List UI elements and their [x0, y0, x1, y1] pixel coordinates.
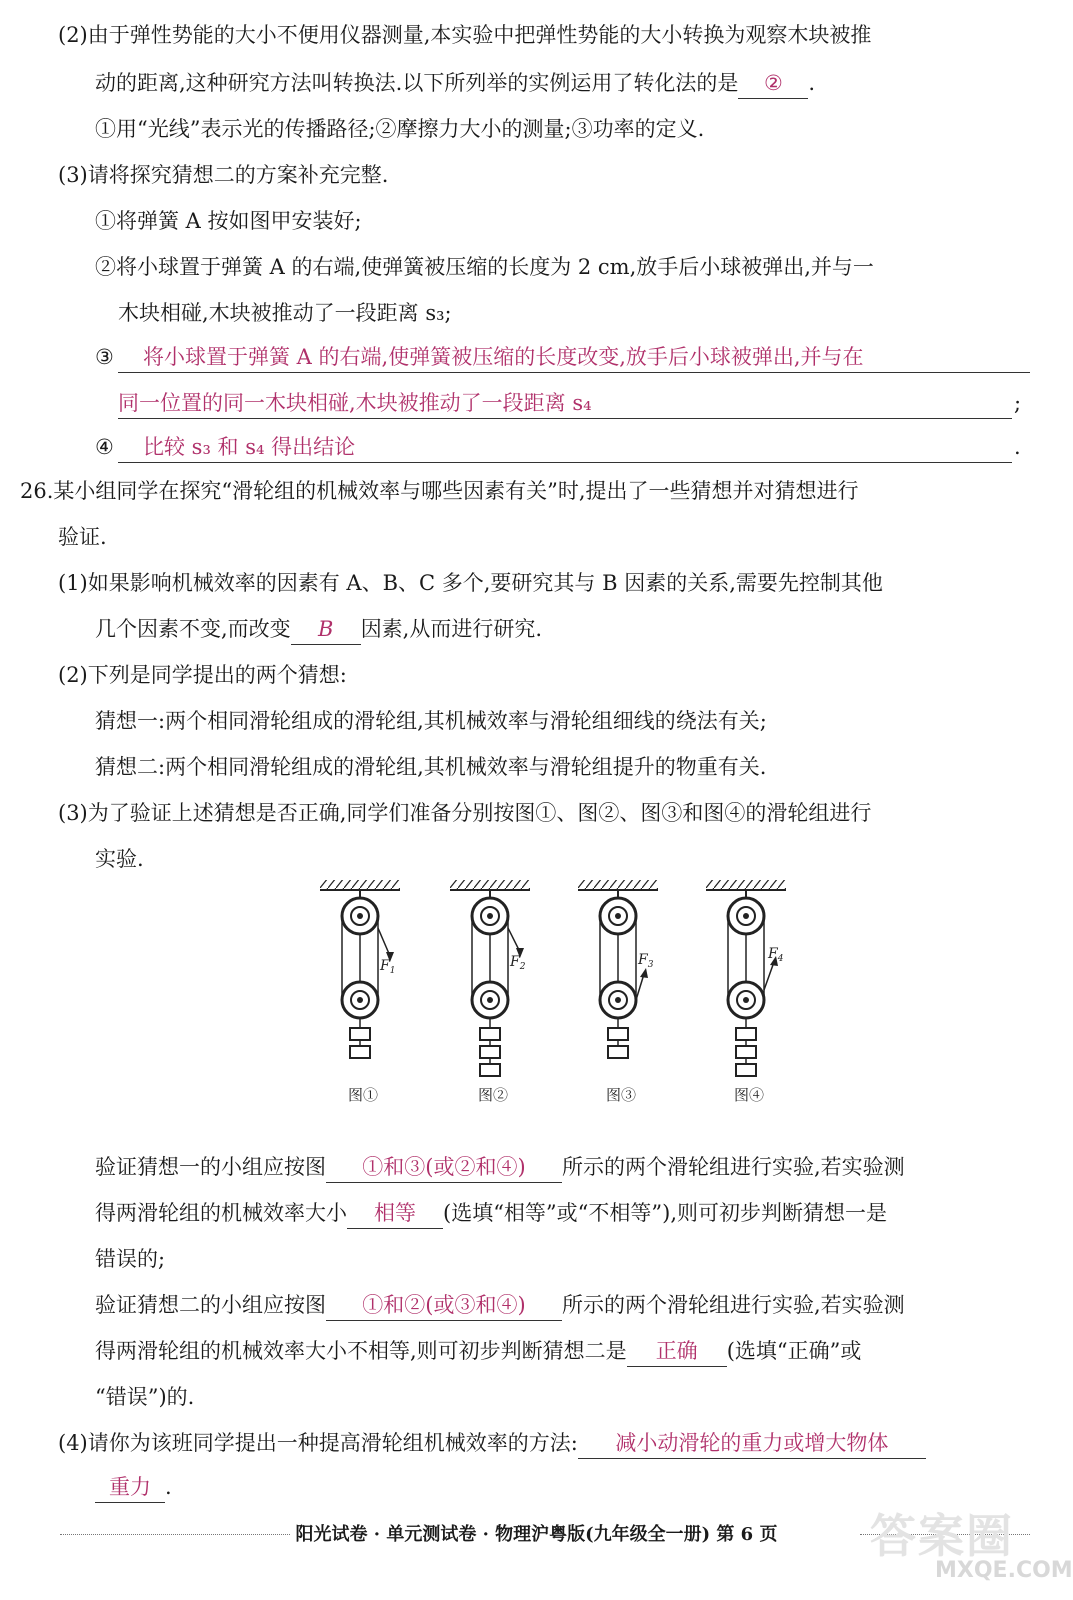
q26-v1-line2	[95, 1198, 887, 1229]
q26-v2-line1	[95, 1290, 905, 1321]
figure-1	[320, 880, 400, 1104]
q26-v1-line1	[95, 1152, 905, 1183]
watermark-url: MXQE.COM	[935, 1558, 1073, 1583]
q25-p3-step4-answer: 比较 s₃ 和 s₄ 得出结论	[143, 435, 356, 459]
figure-3-caption: 图③	[606, 1086, 637, 1104]
q25-p3-step4-period: .	[1014, 435, 1021, 459]
page-footer: 阳光试卷 · 单元测试卷 · 物理沪粤版(九年级全一册) 第 6 页	[295, 1524, 778, 1545]
q26-v2-line2-post: (选填“正确”或	[726, 1339, 862, 1363]
q25-p2-answer: ②	[738, 68, 808, 99]
q26-p2-guess1: 猜想一:两个相同滑轮组成的滑轮组,其机械效率与滑轮组细线的绕法有关;	[95, 709, 767, 733]
q25-p3-step3-answer-line2: 同一位置的同一木块相碰,木块被推动了一段距离 s₄	[118, 391, 592, 415]
q26-v1-line2-pre: 得两滑轮组的机械效率大小	[95, 1201, 347, 1225]
q25-p3-step3-num: ③	[95, 345, 114, 369]
q25-p3-step3-rule2	[118, 418, 1012, 419]
q26-p1-line2	[95, 614, 542, 645]
q26-p4-answer-line1: 减小动滑轮的重力或增大物体	[578, 1428, 926, 1459]
q25-p3-step3-answer-line1: 将小球置于弹簧 A 的右端,使弹簧被压缩的长度改变,放手后小球被弹出,并与在	[143, 345, 864, 369]
watermark-logo: 答案圈	[870, 1509, 1014, 1563]
q25-p3-step3-semicolon: ;	[1014, 391, 1022, 415]
q25-p2-examples: ①用“光线”表示光的传播路径;②摩擦力大小的测量;③功率的定义.	[95, 117, 705, 141]
figure-1-caption: 图①	[348, 1086, 379, 1104]
pulley-figures	[310, 878, 830, 1138]
figure-2	[450, 880, 530, 1104]
q26-p2-guess2: 猜想二:两个相同滑轮组成的滑轮组,其机械效率与滑轮组提升的物重有关.	[95, 755, 767, 779]
q26-v2-mid: 所示的两个滑轮组进行实验,若实验测	[562, 1293, 905, 1317]
q25-p3-step3-rule1	[118, 372, 1030, 373]
q25-p2-line2: 动的距离,这种研究方法叫转换法.以下所列举的实例运用了转化法的是 ② .	[95, 68, 815, 99]
q25-p3-step2-line1: ②将小球置于弹簧 A 的右端,使弹簧被压缩的长度为 2 cm,放手后小球被弹出,并与一	[95, 255, 874, 279]
q26-v1-line2-post: (选填“相等”或“不相等”),则可初步判断猜想一是	[443, 1201, 888, 1225]
q26-v2-answer2: 正确	[627, 1336, 727, 1367]
q26-v1-answer2: 相等	[347, 1198, 443, 1229]
q26-p4-pre: (4)请你为该班同学提出一种提高滑轮组机械效率的方法:	[58, 1431, 578, 1455]
q26-p4-line1	[58, 1428, 926, 1459]
q26-v1-answer1: ①和③(或②和④)	[326, 1152, 562, 1183]
q26-stem-line2: 验证.	[58, 525, 107, 549]
q26-v2-pre: 验证猜想二的小组应按图	[95, 1293, 326, 1317]
q26-p1-line2-post: 因素,从而进行研究.	[360, 617, 543, 641]
q25-p3-step1: ①将弹簧 A 按如图甲安装好;	[95, 209, 362, 233]
q25-p3-step2-line2: 木块相碰,木块被推动了一段距离 s₃;	[118, 301, 452, 325]
figure-4-force-label: $F_4$	[768, 946, 784, 964]
q26-v2-line2	[95, 1336, 861, 1367]
figure-3-force-label: $F_3$	[638, 952, 654, 970]
q26-v2-answer1: ①和②(或③和④)	[326, 1290, 562, 1321]
q25-p2-line2-text: 动的距离,这种研究方法叫转换法.以下所列举的实例运用了转化法的是	[95, 71, 739, 95]
figure-3	[578, 880, 658, 1104]
q26-stem-line1: 26.某小组同学在探究“滑轮组的机械效率与哪些因素有关”时,提出了一些猜想并对猜想进行	[20, 479, 859, 503]
figure-2-force-label: $F_2$	[510, 954, 526, 972]
q26-v2-line3: “错误”)的.	[95, 1385, 195, 1409]
q26-v1-pre: 验证猜想一的小组应按图	[95, 1155, 326, 1179]
q26-v1-line3: 错误的;	[95, 1247, 166, 1271]
figure-1-force-label: $F_1$	[380, 958, 396, 976]
q26-p4-line2: 重力 .	[95, 1472, 172, 1503]
q26-v2-line2-pre: 得两滑轮组的机械效率大小不相等,则可初步判断猜想二是	[95, 1339, 627, 1363]
q25-p3-step4-rule	[118, 462, 1012, 463]
figure-4-caption: 图④	[734, 1086, 765, 1104]
q25-p3-step4-num: ④	[95, 435, 114, 459]
figure-4	[706, 880, 786, 1104]
q26-p3-line2: 实验.	[95, 847, 144, 871]
q26-p3-line1: (3)为了验证上述猜想是否正确,同学们准备分别按图①、图②、图③和图④的滑轮组进行	[58, 801, 872, 825]
q26-p1-answer: B	[291, 614, 361, 645]
q26-p1-line2-pre: 几个因素不变,而改变	[95, 617, 291, 641]
q26-p1-line1: (1)如果影响机械效率的因素有 A、B、C 多个,要研究其与 B 因素的关系,需要先控制其他	[58, 571, 883, 595]
q25-p2-line1: (2)由于弹性势能的大小不便用仪器测量,本实验中把弹性势能的大小转换为观察木块被推	[58, 23, 872, 47]
q26-p2-title: (2)下列是同学提出的两个猜想:	[58, 663, 347, 687]
figure-2-caption: 图②	[478, 1086, 509, 1104]
q26-p4-answer-line2: 重力	[95, 1472, 165, 1503]
q25-p3-title: (3)请将探究猜想二的方案补充完整.	[58, 163, 389, 187]
q26-v1-mid: 所示的两个滑轮组进行实验,若实验测	[562, 1155, 905, 1179]
